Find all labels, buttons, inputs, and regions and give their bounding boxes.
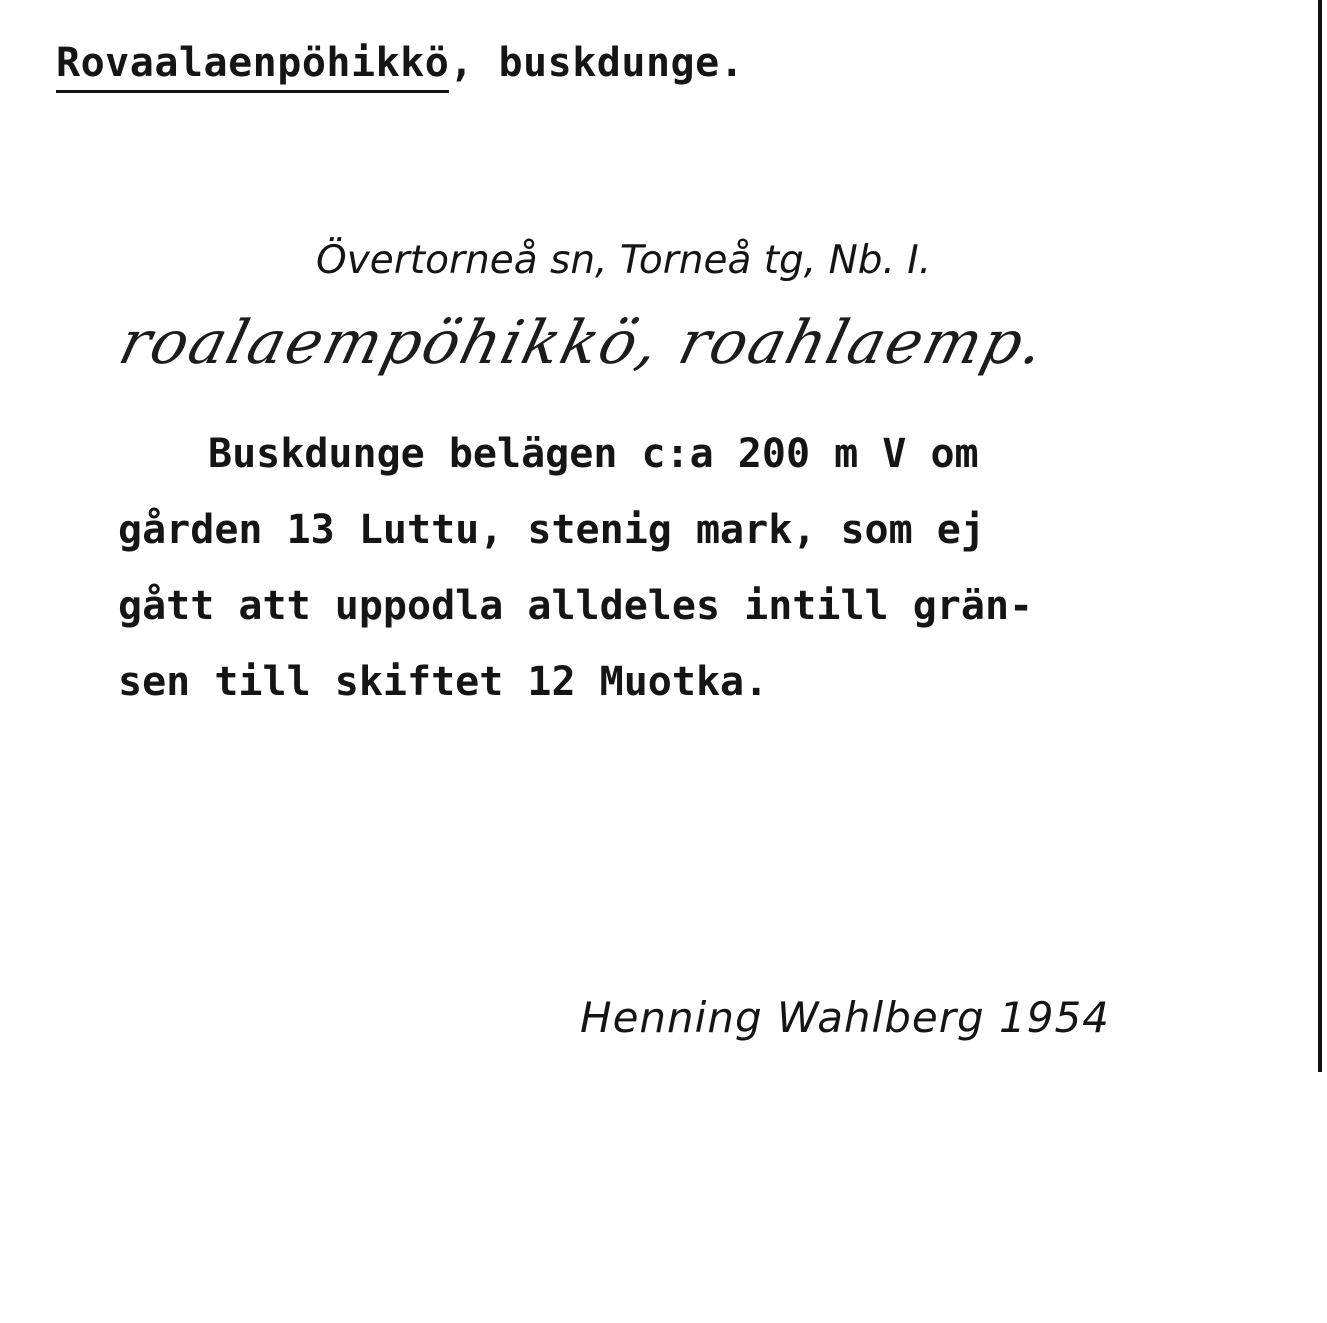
description-line: gården 13 Luttu, stenig mark, som ej: [118, 507, 985, 553]
description-line: sen till skiftet 12 Muotka.: [118, 659, 769, 705]
description-line: gått att uppodla alldeles intill grän-: [118, 583, 1034, 629]
heading-line: [56, 40, 744, 86]
place-description-short: , buskdunge.: [449, 40, 745, 86]
handwritten-pronunciation: roalaempöhikkö, roahlaemp.: [112, 308, 1054, 378]
location-line: Övertorneå sn, Torneå tg, Nb. I.: [316, 238, 932, 283]
description-text: [118, 416, 1298, 720]
description-line: Buskdunge belägen c:a 200 m V om: [208, 431, 979, 477]
card-edge: [1318, 0, 1322, 1072]
place-name: Rovaalaenpöhikkö: [56, 40, 449, 93]
signature: Henning Wahlberg 1954: [580, 993, 1110, 1042]
